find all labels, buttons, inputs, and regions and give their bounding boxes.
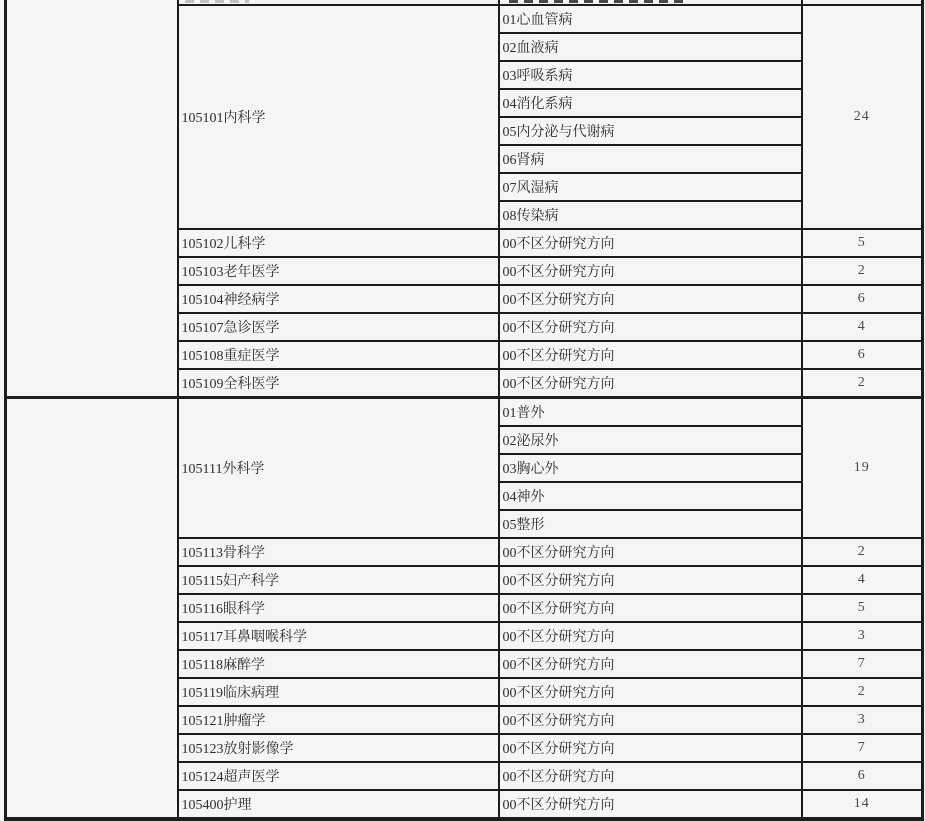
- quota-cell: 4: [802, 313, 923, 341]
- quota-cell: 5: [802, 594, 923, 622]
- quota-cell: 2: [802, 369, 923, 398]
- direction-cell: 07风湿病: [499, 173, 802, 201]
- direction-cell: 00不区分研究方向: [499, 762, 802, 790]
- specialty-cell: 105113骨科学: [178, 538, 499, 566]
- direction-cell: 00不区分研究方向: [499, 566, 802, 594]
- department-cell: [6, 398, 178, 820]
- quota-cell: 14: [802, 790, 923, 819]
- specialty-cell: 105111外科学: [178, 398, 499, 539]
- specialty-cell: 105124超声医学: [178, 762, 499, 790]
- direction-cell: 04神外: [499, 482, 802, 510]
- quota-cell: 2: [802, 257, 923, 285]
- specialty-cell: 105117耳鼻咽喉科学: [178, 622, 499, 650]
- department-cell: [6, 0, 178, 398]
- direction-cell: 00不区分研究方向: [499, 538, 802, 566]
- direction-cell: 00不区分研究方向: [499, 706, 802, 734]
- quota-cell: 7: [802, 650, 923, 678]
- direction-cell: 01普外: [499, 398, 802, 427]
- specialty-cell: 105103老年医学: [178, 257, 499, 285]
- specialty-cell: 105123放射影像学: [178, 734, 499, 762]
- specialty-cell: 105116眼科学: [178, 594, 499, 622]
- direction-cell: 02血液病: [499, 33, 802, 61]
- quota-cell: 6: [802, 762, 923, 790]
- direction-cell: 03呼吸系病: [499, 61, 802, 89]
- specialty-cell: 105102儿科学: [178, 229, 499, 257]
- quota-cell: 4: [802, 566, 923, 594]
- quota-cell: 7: [802, 734, 923, 762]
- quota-cell: 6: [802, 285, 923, 313]
- enrollment-table: [4, 0, 924, 821]
- direction-cell: 08传染病: [499, 201, 802, 229]
- specialty-cell: 105109全科医学: [178, 369, 499, 398]
- direction-cell: 00不区分研究方向: [499, 734, 802, 762]
- direction-cell: 05内分泌与代谢病: [499, 117, 802, 145]
- direction-cell: 00不区分研究方向: [499, 341, 802, 369]
- quota-cell: 2: [802, 538, 923, 566]
- direction-cell: 05整形: [499, 510, 802, 538]
- direction-cell: 00不区分研究方向: [499, 257, 802, 285]
- cutoff-text-smudge: [185, 0, 249, 3]
- direction-cell: 00不区分研究方向: [499, 622, 802, 650]
- direction-cell: 00不区分研究方向: [499, 650, 802, 678]
- table-row: [6, 398, 923, 427]
- quota-cell: 3: [802, 622, 923, 650]
- quota-cell: 5: [802, 229, 923, 257]
- specialty-cell: 105107急诊医学: [178, 313, 499, 341]
- direction-cell: 00不区分研究方向: [499, 229, 802, 257]
- specialty-cell: 105115妇产科学: [178, 566, 499, 594]
- direction-cell: 00不区分研究方向: [499, 594, 802, 622]
- direction-cell: 00不区分研究方向: [499, 285, 802, 313]
- direction-cell: 00不区分研究方向: [499, 369, 802, 398]
- direction-cell: 03胸心外: [499, 454, 802, 482]
- quota-cell: 6: [802, 341, 923, 369]
- direction-cell: 00不区分研究方向: [499, 790, 802, 819]
- quota-cell: 24: [802, 5, 923, 229]
- direction-cell: 00不区分研究方向: [499, 678, 802, 706]
- quota-cell: 2: [802, 678, 923, 706]
- direction-cell: 02泌尿外: [499, 426, 802, 454]
- direction-cell: 04消化系病: [499, 89, 802, 117]
- specialty-cell: 105121肿瘤学: [178, 706, 499, 734]
- quota-cell: 19: [802, 398, 923, 539]
- cutoff-text-smudge: [509, 0, 689, 3]
- specialty-cell: 105400护理: [178, 790, 499, 819]
- direction-cell: 06肾病: [499, 145, 802, 173]
- specialty-cell: 105108重症医学: [178, 341, 499, 369]
- specialty-cell: 105118麻醉学: [178, 650, 499, 678]
- direction-cell: 00不区分研究方向: [499, 313, 802, 341]
- specialty-cell: 105104神经病学: [178, 285, 499, 313]
- direction-cell: 01心血管病: [499, 5, 802, 33]
- specialty-cell: 105101内科学: [178, 5, 499, 229]
- specialty-cell: 105119临床病理: [178, 678, 499, 706]
- quota-cell: 3: [802, 706, 923, 734]
